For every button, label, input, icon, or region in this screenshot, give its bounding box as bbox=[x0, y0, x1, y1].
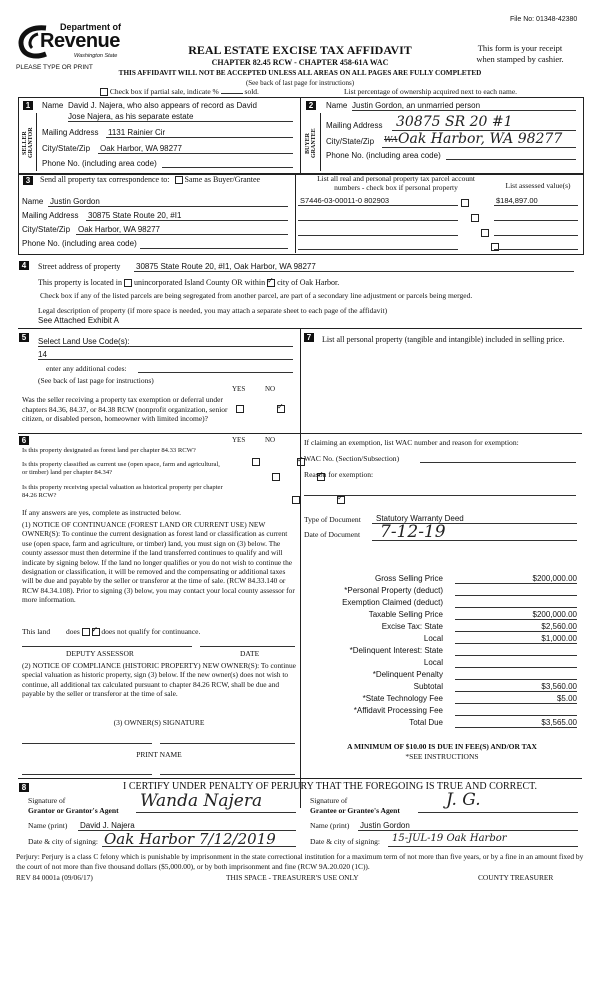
correspondence-label: Send all property tax correspondence to: bbox=[40, 175, 170, 184]
s6-yes-header: YES bbox=[232, 436, 246, 444]
seller-mailing[interactable]: 1131 Rainier Cir bbox=[108, 128, 166, 137]
tax-value[interactable]: $2,560.00 bbox=[541, 622, 577, 631]
doc-date[interactable]: 7-12-19 bbox=[380, 522, 446, 542]
does-checkbox[interactable] bbox=[82, 628, 90, 636]
tax-label: Excise Tax: State bbox=[381, 622, 443, 631]
grantor-signature[interactable]: Wanda Najera bbox=[140, 791, 263, 811]
form-subtitle: CHAPTER 82.45 RCW - CHAPTER 458-61A WAC bbox=[211, 58, 389, 67]
land-use-yes-header: YES bbox=[232, 385, 246, 393]
grantor-print-label: Name (print) bbox=[28, 821, 68, 830]
land-use-code[interactable]: 14 bbox=[38, 350, 47, 359]
partial-sale-pct-field[interactable] bbox=[221, 93, 243, 94]
seller-phone-label: Phone No. (including area code) bbox=[42, 159, 157, 168]
within-city-checkbox[interactable] bbox=[267, 279, 275, 287]
print-name-label: PRINT NAME bbox=[136, 750, 182, 759]
date-label: DATE bbox=[240, 649, 260, 658]
see-instructions: *SEE INSTRUCTIONS bbox=[405, 752, 479, 761]
grantee-print[interactable]: Justin Gordon bbox=[360, 821, 410, 830]
tax-value[interactable]: $200,000.00 bbox=[532, 610, 577, 619]
tax-label: *Delinquent Interest: State bbox=[349, 646, 443, 655]
section-8-badge: 8 bbox=[19, 783, 29, 792]
ownership-note: List percentage of ownership acquired next to each name. bbox=[344, 87, 518, 96]
tax-label: Local bbox=[423, 634, 443, 643]
corr-city[interactable]: Oak Harbor, WA 98277 bbox=[78, 225, 160, 234]
perjury-notice: Perjury: Perjury is a class C felony which is punishable by imprisonment in the state correctional institution for a maximum term of not more than five years, or by a fine in an amount fixed by the court of not more than five thousand dollars ($5,000.00), or by both imprisonment and fine (RCW 9A.20.020 (1C)). bbox=[16, 852, 584, 871]
buyer-phone-label: Phone No. (including area code) bbox=[326, 151, 441, 160]
buyer-mailing[interactable]: 30875 SR 20 #1 bbox=[396, 114, 513, 130]
deputy-assessor-label: DEPUTY ASSESSOR bbox=[66, 649, 134, 658]
historic-yes-checkbox[interactable] bbox=[292, 496, 300, 504]
reason-label: Reason for exemption: bbox=[304, 470, 374, 479]
partial-sale-row bbox=[100, 87, 259, 96]
section-2-badge: 2 bbox=[306, 101, 316, 110]
buyer-city-label: City/State/Zip bbox=[326, 137, 375, 146]
assessed-value-header: List assessed value(s) bbox=[505, 181, 571, 190]
continuance-notice: (1) NOTICE OF CONTINUANCE (FOREST LAND OR CURRENT USE) NEW OWNER(S): To continue the current designation as forest land or classification as current use (open space, farm and agriculture, or timber) land, you must sign on (3) below. The county assessor must then determine if the land transferred continues to qualify and will indicate by signing below. If the land no longer qualifies or you do not wish to continue the designation or classification, it will be removed and the compensating or additional taxes will be due and payable by the seller or transferor at the time of sale. (RCW 84.33.140 or RCW 84.34.108). Prior to signing (3) below, you may contact your local county assessor for more information. bbox=[22, 520, 295, 605]
seller-city[interactable]: Oak Harbor, WA 98277 bbox=[100, 144, 182, 153]
exemption-no-checkbox[interactable] bbox=[277, 405, 285, 413]
does-not-checkbox[interactable] bbox=[92, 628, 100, 636]
parcel-personal-checkbox[interactable] bbox=[481, 229, 489, 237]
current-use-yes-checkbox[interactable] bbox=[272, 473, 280, 481]
seller-city-label: City/State/Zip bbox=[42, 144, 91, 153]
tax-label: Subtotal bbox=[413, 682, 443, 691]
buyer-city[interactable]: Oak Harbor, WA 98277 bbox=[398, 131, 563, 147]
segregated-row: Check box if any of the listed parcels are being segregated from another parcel, are part of a secondary line adjustment or parcels being merged. bbox=[40, 291, 473, 300]
tax-label: Gross Selling Price bbox=[374, 574, 443, 583]
correspondence-row bbox=[40, 175, 260, 184]
form-title: REAL ESTATE EXCISE TAX AFFIDAVIT bbox=[188, 43, 412, 57]
buyer-name[interactable]: Justin Gordon, an unmarried person bbox=[352, 101, 481, 110]
seller-side-label: SELLER GRANTOR bbox=[22, 127, 34, 159]
exemption-claim-label: If claiming an exemption, list WAC number and reason for exemption: bbox=[304, 438, 519, 447]
doc-type-label: Type of Document bbox=[304, 515, 361, 524]
tax-label: Exemption Claimed (deduct) bbox=[342, 598, 443, 607]
corr-city-label: City/State/Zip bbox=[22, 225, 71, 234]
minimum-due-note: A MINIMUM OF $10.00 IS DUE IN FEE(S) AND/OR TAX bbox=[347, 742, 537, 751]
logo-state: Washington State bbox=[74, 53, 118, 59]
seller-name-label: Name bbox=[42, 101, 64, 110]
parcel-header: List all real and personal property tax parcel account numbers - check box if personal property bbox=[317, 174, 475, 192]
continuance-row: This land does ✓ does not qualify for continuance. bbox=[22, 627, 200, 636]
grantee-print-label: Name (print) bbox=[310, 821, 350, 830]
section-7-badge: 7 bbox=[304, 333, 314, 342]
tax-value[interactable]: $1,000.00 bbox=[541, 634, 577, 643]
receipt-note-2: when stamped by cashier. bbox=[476, 54, 564, 64]
forest-yes-checkbox[interactable] bbox=[252, 458, 260, 466]
street-label: Street address of property bbox=[38, 262, 121, 271]
tax-label: Taxable Selling Price bbox=[368, 610, 443, 619]
grantor-sig-label-1: Signature of bbox=[28, 796, 66, 805]
dor-logo bbox=[16, 20, 126, 64]
forest-land-question: Is this property designated as forest land per chapter 84.33 RCW? bbox=[22, 447, 196, 454]
land-use-see-back: (See back of last page for instructions) bbox=[38, 376, 154, 385]
parcel-number[interactable]: S7446-03-00011-0 802903 bbox=[300, 196, 390, 205]
current-use-question: Is this property classified as current use (open space, farm and agricultural, or timber) land per chapter 84.34? bbox=[22, 461, 220, 476]
parcel-personal-checkbox[interactable] bbox=[471, 214, 479, 222]
buyer-side-label: BUYER GRANTEE bbox=[305, 128, 317, 158]
form-revision: REV 84 0001a (09/06/17) bbox=[16, 873, 93, 882]
tax-value[interactable]: $5.00 bbox=[556, 694, 577, 703]
logo-name: Revenue bbox=[40, 30, 120, 52]
grantor-date-label: Date & city of signing: bbox=[28, 837, 99, 846]
sold-label: sold. bbox=[244, 87, 259, 96]
additional-codes-label: enter any additional codes: bbox=[46, 364, 127, 373]
exemption-yes-checkbox[interactable] bbox=[236, 405, 244, 413]
corr-name[interactable]: Justin Gordon bbox=[50, 197, 100, 206]
tax-label: *Personal Property (deduct) bbox=[344, 586, 443, 595]
answer-note: If any answers are yes, complete as instructed below. bbox=[22, 508, 182, 517]
tax-label: *Affidavit Processing Fee bbox=[353, 706, 443, 715]
grantor-sig-label-2: Grantor or Grantor's Agent bbox=[28, 806, 119, 815]
grantee-sig-label-2: Grantee or Grantee's Agent bbox=[310, 806, 400, 815]
warning-banner: THIS AFFIDAVIT WILL NOT BE ACCEPTED UNLESS ALL AREAS ON ALL PAGES ARE FULLY COMPLETED bbox=[118, 69, 482, 77]
grantee-date[interactable]: 15-JUL-19 Oak Harbor bbox=[392, 833, 507, 844]
tax-label: *Delinquent Penalty bbox=[372, 670, 443, 679]
grantor-date[interactable]: Oak Harbor 7/12/2019 bbox=[104, 830, 276, 848]
partial-sale-checkbox[interactable] bbox=[100, 88, 108, 96]
section-3-badge: 3 bbox=[23, 176, 33, 185]
grantee-date-label: Date & city of signing: bbox=[310, 837, 381, 846]
corr-mailing-label: Mailing Address bbox=[22, 211, 79, 220]
legal-label: Legal description of property (if more space is needed, you may attach a separate sheet to each page of the affidavit) bbox=[38, 306, 388, 315]
exemption-question: Was the seller receiving a property tax exemption or deferral under chapters 84.36, 84.37, or 84.38 RCW (nonprofit organization, senior citizen, or disabled person, homeowner with limited income)? bbox=[22, 395, 228, 423]
owner-signature-label: (3) OWNER(S) SIGNATURE bbox=[113, 718, 205, 727]
please-type: PLEASE TYPE OR PRINT bbox=[16, 64, 93, 71]
tax-label: *State Technology Fee bbox=[362, 694, 443, 703]
county-treasurer: COUNTY TREASURER bbox=[478, 873, 554, 882]
receipt-note-1: This form is your receipt bbox=[477, 43, 563, 53]
section-1-badge: 1 bbox=[23, 101, 33, 110]
s6-no-header: NO bbox=[265, 436, 276, 444]
parcel-value[interactable]: $184,897.00 bbox=[496, 196, 538, 205]
file-number: File No: 01348-42380 bbox=[510, 16, 578, 23]
tax-value[interactable]: $3,565.00 bbox=[541, 718, 577, 727]
compliance-notice: (2) NOTICE OF COMPLIANCE (HISTORIC PROPERTY) NEW OWNER(S): To continue special valuation as historic property, sign (3) below. If the new owner(s) does not wish to continue, all additional tax calculated pursuant to chapter 84.26 RCW, shall be due and payable by the seller or transferor at the time of sale. bbox=[22, 661, 296, 699]
personal-property-label: List all personal property (tangible and intangible) included in selling price. bbox=[322, 335, 565, 344]
corr-mailing[interactable]: 30875 State Route 20, #I1 bbox=[88, 211, 182, 220]
legal-value[interactable]: See Attached Exhibit A bbox=[38, 316, 119, 325]
land-use-label: Select Land Use Code(s): bbox=[38, 337, 130, 346]
section-5-badge: 5 bbox=[19, 333, 29, 342]
grantee-sig-label-1: Signature of bbox=[310, 796, 348, 805]
parcel-personal-checkbox[interactable] bbox=[461, 199, 469, 207]
see-back-note: (See back of last page for instructions) bbox=[245, 79, 355, 87]
corr-phone-label: Phone No. (including area code) bbox=[22, 239, 137, 248]
section-6-badge: 6 bbox=[19, 436, 29, 445]
certify-statement: I CERTIFY UNDER PENALTY OF PERJURY THAT THE FOREGOING IS TRUE AND CORRECT. bbox=[123, 781, 537, 792]
buyer-city-prefix: WA bbox=[384, 135, 398, 144]
logo-dept: Department of bbox=[60, 22, 122, 32]
parties-divider bbox=[300, 97, 301, 173]
unincorporated-checkbox[interactable] bbox=[124, 279, 132, 287]
land-use-no-header: NO bbox=[265, 385, 276, 393]
same-as-buyer-checkbox[interactable] bbox=[175, 176, 183, 184]
doc-date-label: Date of Document bbox=[304, 530, 361, 539]
corr-name-label: Name bbox=[22, 197, 44, 206]
grantee-signature[interactable]: J. G. bbox=[446, 790, 481, 810]
treasurer-space: THIS SPACE - TREASURER'S USE ONLY bbox=[226, 873, 359, 882]
historic-question: Is this property receiving special valuation as historical property per chapter 84.26 RCW? bbox=[22, 484, 223, 499]
tax-label: Local bbox=[423, 658, 443, 667]
seller-name-line1: David J. Najera, who also appears of record as David bbox=[68, 101, 257, 110]
grantor-print[interactable]: David J. Najera bbox=[80, 821, 135, 830]
doc-type[interactable]: Statutory Warranty Deed bbox=[376, 514, 464, 523]
buyer-name-label: Name bbox=[326, 101, 348, 110]
section-4-badge: 4 bbox=[19, 261, 29, 270]
tax-value[interactable]: $200,000.00 bbox=[532, 574, 577, 583]
wac-label: WAC No. (Section/Subsection) bbox=[304, 454, 400, 463]
buyer-mailing-label: Mailing Address bbox=[326, 121, 383, 130]
same-as-buyer-label: Same as Buyer/Grantee bbox=[184, 175, 261, 184]
tax-label: Total Due bbox=[409, 718, 443, 727]
historic-no-checkbox[interactable] bbox=[337, 496, 345, 504]
seller-mailing-label: Mailing Address bbox=[42, 128, 99, 137]
seller-name-line2: Jose Najera, as his separate estate bbox=[68, 112, 194, 121]
street-value[interactable]: 30875 State Route 20, #I1, Oak Harbor, WA 98277 bbox=[136, 262, 316, 271]
tax-value[interactable]: $3,560.00 bbox=[541, 682, 577, 691]
partial-sale-label: Check box if partial sale, indicate % bbox=[109, 87, 219, 96]
property-location-row: This property is located in unincorporated Island County OR within ✓ city of Oak Harbor. bbox=[38, 278, 339, 287]
